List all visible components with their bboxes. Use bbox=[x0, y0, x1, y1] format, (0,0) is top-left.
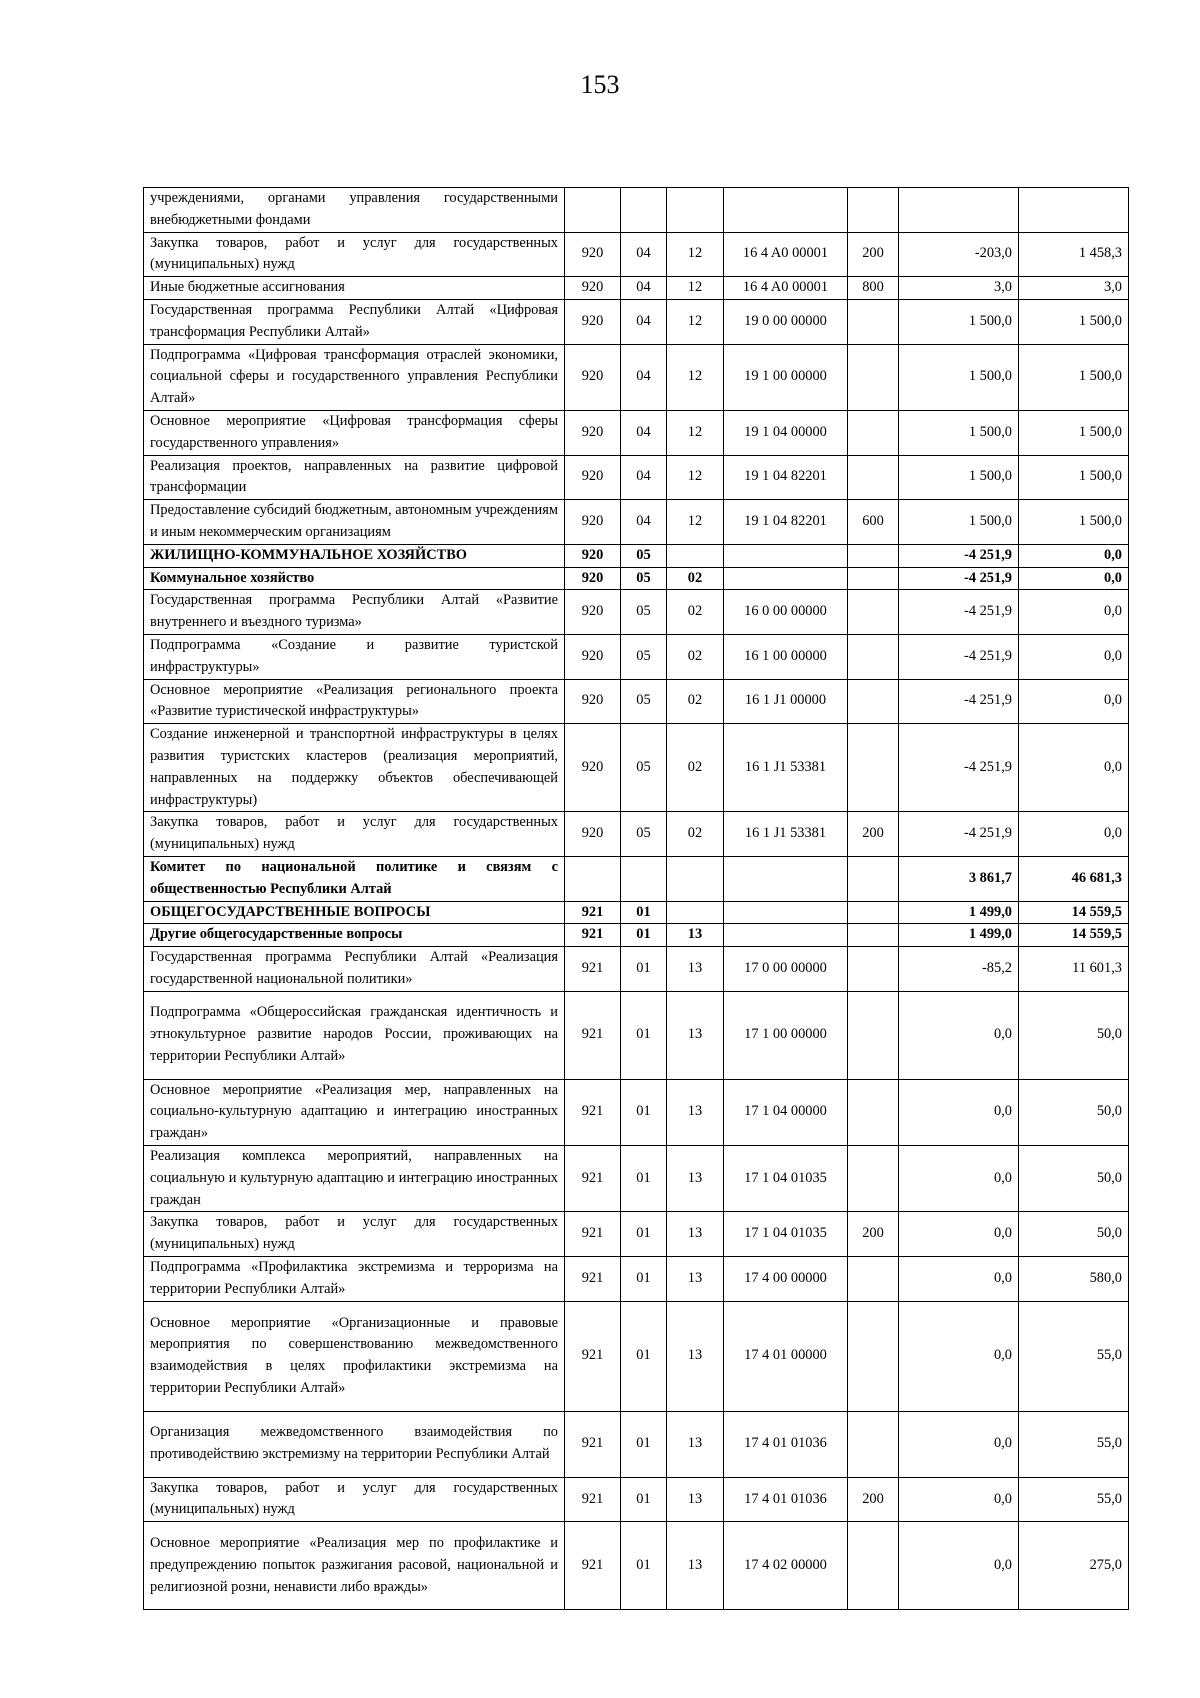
row-name-cell: Комитет по национальной политике и связям с общественностью Республики Алтай bbox=[144, 856, 565, 901]
table-row bbox=[144, 1301, 1129, 1411]
row-section-code-cell: 01 bbox=[621, 1146, 667, 1212]
row-ministry-code-cell: 920 bbox=[565, 724, 621, 812]
row-amount-total-cell: 50,0 bbox=[1019, 1079, 1129, 1145]
row-target-article-cell: 17 4 01 01036 bbox=[724, 1477, 848, 1522]
row-subsection-code-cell bbox=[667, 856, 724, 901]
table-row bbox=[144, 299, 1129, 344]
row-amount-total-cell: 50,0 bbox=[1019, 991, 1129, 1079]
row-subsection-code-cell: 12 bbox=[667, 232, 724, 277]
row-target-article-cell bbox=[724, 544, 848, 567]
table-row bbox=[144, 679, 1129, 724]
row-amount-change-cell: 0,0 bbox=[899, 991, 1019, 1079]
row-section-code-cell: 05 bbox=[621, 590, 667, 635]
row-ministry-code-cell: 920 bbox=[565, 232, 621, 277]
row-name-cell: Закупка товаров, работ и услуг для государственных (муниципальных) нужд bbox=[144, 232, 565, 277]
row-subsection-code-cell: 12 bbox=[667, 299, 724, 344]
budget-table bbox=[143, 187, 1129, 1610]
row-target-article-cell bbox=[724, 901, 848, 924]
row-expense-type-cell: 200 bbox=[848, 1212, 899, 1257]
row-section-code-cell: 05 bbox=[621, 544, 667, 567]
row-subsection-code-cell: 13 bbox=[667, 1477, 724, 1522]
table-row bbox=[144, 856, 1129, 901]
row-section-code-cell: 05 bbox=[621, 567, 667, 590]
row-target-article-cell: 17 1 04 01035 bbox=[724, 1212, 848, 1257]
row-subsection-code-cell: 12 bbox=[667, 344, 724, 410]
row-amount-total-cell: 275,0 bbox=[1019, 1522, 1129, 1610]
row-section-code-cell: 05 bbox=[621, 812, 667, 857]
row-amount-total-cell: 55,0 bbox=[1019, 1411, 1129, 1477]
row-amount-total-cell: 1 500,0 bbox=[1019, 344, 1129, 410]
row-name-cell: учреждениями, органами управления государственными внебюджетными фондами bbox=[144, 188, 565, 233]
row-ministry-code-cell: 920 bbox=[565, 544, 621, 567]
row-name-cell: Подпрограмма «Профилактика экстремизма и терроризма на территории Республики Алтай» bbox=[144, 1257, 565, 1302]
row-ministry-code-cell: 920 bbox=[565, 634, 621, 679]
row-target-article-cell: 17 1 00 00000 bbox=[724, 991, 848, 1079]
row-ministry-code-cell: 921 bbox=[565, 901, 621, 924]
row-expense-type-cell bbox=[848, 991, 899, 1079]
row-section-code-cell: 01 bbox=[621, 947, 667, 992]
row-name-cell: Закупка товаров, работ и услуг для государственных (муниципальных) нужд bbox=[144, 1212, 565, 1257]
row-target-article-cell: 16 0 00 00000 bbox=[724, 590, 848, 635]
row-ministry-code-cell: 920 bbox=[565, 567, 621, 590]
row-subsection-code-cell: 02 bbox=[667, 724, 724, 812]
row-amount-total-cell bbox=[1019, 188, 1129, 233]
row-target-article-cell: 19 1 00 00000 bbox=[724, 344, 848, 410]
row-target-article-cell: 16 1 J1 53381 bbox=[724, 724, 848, 812]
row-amount-total-cell: 1 458,3 bbox=[1019, 232, 1129, 277]
table-row bbox=[144, 188, 1129, 233]
row-subsection-code-cell: 13 bbox=[667, 924, 724, 947]
row-ministry-code-cell: 920 bbox=[565, 277, 621, 300]
row-expense-type-cell bbox=[848, 188, 899, 233]
table-row bbox=[144, 1212, 1129, 1257]
row-section-code-cell: 01 bbox=[621, 924, 667, 947]
table-row bbox=[144, 455, 1129, 500]
row-subsection-code-cell bbox=[667, 901, 724, 924]
row-amount-change-cell: -4 251,9 bbox=[899, 544, 1019, 567]
row-target-article-cell: 19 1 04 00000 bbox=[724, 410, 848, 455]
row-amount-total-cell: 0,0 bbox=[1019, 634, 1129, 679]
row-name-cell: Создание инженерной и транспортной инфраструктуры в целях развития туристских кластеров (реализация мероприятий, направленных на поддержку объектов обеспечивающей инфраструктуры) bbox=[144, 724, 565, 812]
row-target-article-cell: 17 1 04 00000 bbox=[724, 1079, 848, 1145]
row-amount-total-cell: 0,0 bbox=[1019, 679, 1129, 724]
row-section-code-cell: 01 bbox=[621, 1257, 667, 1302]
row-target-article-cell: 16 1 J1 00000 bbox=[724, 679, 848, 724]
row-subsection-code-cell: 12 bbox=[667, 277, 724, 300]
row-name-cell: Подпрограмма «Создание и развитие туристской инфраструктуры» bbox=[144, 634, 565, 679]
row-amount-total-cell: 0,0 bbox=[1019, 544, 1129, 567]
row-amount-change-cell: -4 251,9 bbox=[899, 812, 1019, 857]
row-amount-total-cell: 50,0 bbox=[1019, 1212, 1129, 1257]
budget-table-body bbox=[144, 188, 1129, 1610]
row-section-code-cell: 01 bbox=[621, 1301, 667, 1411]
row-amount-total-cell: 3,0 bbox=[1019, 277, 1129, 300]
row-expense-type-cell bbox=[848, 590, 899, 635]
row-amount-change-cell: -85,2 bbox=[899, 947, 1019, 992]
row-amount-total-cell: 1 500,0 bbox=[1019, 299, 1129, 344]
row-section-code-cell: 04 bbox=[621, 344, 667, 410]
row-expense-type-cell bbox=[848, 924, 899, 947]
row-amount-change-cell: 0,0 bbox=[899, 1301, 1019, 1411]
row-section-code-cell: 05 bbox=[621, 634, 667, 679]
row-name-cell: Государственная программа Республики Алтай «Развитие внутреннего и въездного туризма» bbox=[144, 590, 565, 635]
row-ministry-code-cell: 921 bbox=[565, 1146, 621, 1212]
row-target-article-cell: 16 4 A0 00001 bbox=[724, 232, 848, 277]
row-name-cell: Другие общегосударственные вопросы bbox=[144, 924, 565, 947]
row-expense-type-cell bbox=[848, 947, 899, 992]
table-row bbox=[144, 1522, 1129, 1610]
row-target-article-cell bbox=[724, 856, 848, 901]
row-section-code-cell: 04 bbox=[621, 455, 667, 500]
row-amount-change-cell: 0,0 bbox=[899, 1522, 1019, 1610]
row-amount-change-cell: 0,0 bbox=[899, 1212, 1019, 1257]
row-name-cell: Основное мероприятие «Реализация регионального проекта «Развитие туристической инфраструктуры» bbox=[144, 679, 565, 724]
row-expense-type-cell bbox=[848, 679, 899, 724]
row-target-article-cell: 17 4 01 00000 bbox=[724, 1301, 848, 1411]
row-expense-type-cell: 200 bbox=[848, 232, 899, 277]
row-expense-type-cell bbox=[848, 344, 899, 410]
row-amount-total-cell: 1 500,0 bbox=[1019, 455, 1129, 500]
row-target-article-cell: 17 4 02 00000 bbox=[724, 1522, 848, 1610]
row-name-cell: Государственная программа Республики Алтай «Реализация государственной национальной политики» bbox=[144, 947, 565, 992]
row-amount-change-cell: 1 500,0 bbox=[899, 455, 1019, 500]
row-amount-total-cell: 0,0 bbox=[1019, 590, 1129, 635]
table-row bbox=[144, 1257, 1129, 1302]
row-ministry-code-cell bbox=[565, 856, 621, 901]
table-row bbox=[144, 947, 1129, 992]
row-section-code-cell: 05 bbox=[621, 724, 667, 812]
row-name-cell: Закупка товаров, работ и услуг для государственных (муниципальных) нужд bbox=[144, 812, 565, 857]
row-target-article-cell bbox=[724, 188, 848, 233]
row-name-cell: ЖИЛИЩНО-КОММУНАЛЬНОЕ ХОЗЯЙСТВО bbox=[144, 544, 565, 567]
row-name-cell: Закупка товаров, работ и услуг для государственных (муниципальных) нужд bbox=[144, 1477, 565, 1522]
row-name-cell: Реализация проектов, направленных на развитие цифровой трансформации bbox=[144, 455, 565, 500]
row-subsection-code-cell: 13 bbox=[667, 1411, 724, 1477]
table-row bbox=[144, 1477, 1129, 1522]
row-ministry-code-cell: 920 bbox=[565, 812, 621, 857]
row-target-article-cell: 16 1 00 00000 bbox=[724, 634, 848, 679]
row-expense-type-cell bbox=[848, 1257, 899, 1302]
row-name-cell: Иные бюджетные ассигнования bbox=[144, 277, 565, 300]
table-row bbox=[144, 590, 1129, 635]
row-subsection-code-cell bbox=[667, 188, 724, 233]
row-target-article-cell: 19 0 00 00000 bbox=[724, 299, 848, 344]
row-name-cell: Подпрограмма «Цифровая трансформация отраслей экономики, социальной сферы и государственного управления Республики Алтай» bbox=[144, 344, 565, 410]
table-row bbox=[144, 1146, 1129, 1212]
row-ministry-code-cell: 921 bbox=[565, 1257, 621, 1302]
row-amount-change-cell: 0,0 bbox=[899, 1477, 1019, 1522]
row-expense-type-cell bbox=[848, 634, 899, 679]
table-row bbox=[144, 901, 1129, 924]
row-target-article-cell: 17 4 01 01036 bbox=[724, 1411, 848, 1477]
row-amount-change-cell: -4 251,9 bbox=[899, 724, 1019, 812]
table-row bbox=[144, 1079, 1129, 1145]
table-row bbox=[144, 634, 1129, 679]
row-amount-change-cell: 3 861,7 bbox=[899, 856, 1019, 901]
row-expense-type-cell bbox=[848, 1146, 899, 1212]
row-section-code-cell: 01 bbox=[621, 991, 667, 1079]
row-expense-type-cell bbox=[848, 1301, 899, 1411]
row-amount-change-cell: 1 499,0 bbox=[899, 901, 1019, 924]
row-amount-total-cell: 55,0 bbox=[1019, 1477, 1129, 1522]
row-section-code-cell: 01 bbox=[621, 1411, 667, 1477]
row-ministry-code-cell: 920 bbox=[565, 410, 621, 455]
row-expense-type-cell: 600 bbox=[848, 500, 899, 545]
row-subsection-code-cell: 13 bbox=[667, 1257, 724, 1302]
row-section-code-cell: 01 bbox=[621, 1079, 667, 1145]
row-ministry-code-cell: 921 bbox=[565, 1079, 621, 1145]
row-target-article-cell: 19 1 04 82201 bbox=[724, 455, 848, 500]
table-row bbox=[144, 500, 1129, 545]
row-expense-type-cell bbox=[848, 455, 899, 500]
row-subsection-code-cell: 02 bbox=[667, 812, 724, 857]
row-name-cell: Реализация комплекса мероприятий, направленных на социальную и культурную адаптацию и интеграцию иностранных граждан bbox=[144, 1146, 565, 1212]
page-number: 153 bbox=[580, 70, 620, 99]
row-name-cell: Основное мероприятие «Организационные и правовые мероприятия по совершенствованию межведомственного взаимодействия в целях профилактики экстремизма на территории Республики Алтай» bbox=[144, 1301, 565, 1411]
row-section-code-cell: 04 bbox=[621, 410, 667, 455]
row-subsection-code-cell: 13 bbox=[667, 1522, 724, 1610]
row-subsection-code-cell: 13 bbox=[667, 1301, 724, 1411]
row-ministry-code-cell: 921 bbox=[565, 947, 621, 992]
row-subsection-code-cell: 02 bbox=[667, 679, 724, 724]
row-amount-total-cell: 1 500,0 bbox=[1019, 410, 1129, 455]
row-amount-change-cell: 1 500,0 bbox=[899, 299, 1019, 344]
row-subsection-code-cell: 13 bbox=[667, 1079, 724, 1145]
row-amount-total-cell: 0,0 bbox=[1019, 567, 1129, 590]
row-ministry-code-cell: 921 bbox=[565, 1411, 621, 1477]
row-section-code-cell: 04 bbox=[621, 277, 667, 300]
row-amount-change-cell: -4 251,9 bbox=[899, 679, 1019, 724]
row-expense-type-cell bbox=[848, 901, 899, 924]
row-amount-change-cell: 3,0 bbox=[899, 277, 1019, 300]
row-section-code-cell bbox=[621, 188, 667, 233]
row-target-article-cell: 17 4 00 00000 bbox=[724, 1257, 848, 1302]
row-amount-change-cell: 0,0 bbox=[899, 1079, 1019, 1145]
row-target-article-cell: 17 1 04 01035 bbox=[724, 1146, 848, 1212]
row-name-cell: Государственная программа Республики Алтай «Цифровая трансформация Республики Алтай» bbox=[144, 299, 565, 344]
row-target-article-cell bbox=[724, 567, 848, 590]
table-row bbox=[144, 924, 1129, 947]
row-amount-total-cell: 55,0 bbox=[1019, 1301, 1129, 1411]
row-subsection-code-cell: 13 bbox=[667, 991, 724, 1079]
row-section-code-cell: 05 bbox=[621, 679, 667, 724]
row-target-article-cell: 19 1 04 82201 bbox=[724, 500, 848, 545]
row-ministry-code-cell bbox=[565, 188, 621, 233]
row-amount-change-cell: 1 500,0 bbox=[899, 500, 1019, 545]
row-ministry-code-cell: 921 bbox=[565, 1212, 621, 1257]
row-target-article-cell: 16 1 J1 53381 bbox=[724, 812, 848, 857]
row-subsection-code-cell: 12 bbox=[667, 410, 724, 455]
row-ministry-code-cell: 920 bbox=[565, 299, 621, 344]
row-name-cell: Коммунальное хозяйство bbox=[144, 567, 565, 590]
row-ministry-code-cell: 921 bbox=[565, 1522, 621, 1610]
row-amount-total-cell: 0,0 bbox=[1019, 812, 1129, 857]
row-name-cell: ОБЩЕГОСУДАРСТВЕННЫЕ ВОПРОСЫ bbox=[144, 901, 565, 924]
table-row bbox=[144, 812, 1129, 857]
row-name-cell: Основное мероприятие «Реализация мер по профилактике и предупреждению попыток разжигания расовой, национальной и религиозной розни, ненависти либо вражды» bbox=[144, 1522, 565, 1610]
row-subsection-code-cell: 02 bbox=[667, 634, 724, 679]
row-subsection-code-cell: 13 bbox=[667, 947, 724, 992]
row-amount-change-cell: -203,0 bbox=[899, 232, 1019, 277]
row-expense-type-cell bbox=[848, 1079, 899, 1145]
row-section-code-cell: 04 bbox=[621, 232, 667, 277]
row-ministry-code-cell: 921 bbox=[565, 924, 621, 947]
row-amount-change-cell: -4 251,9 bbox=[899, 567, 1019, 590]
row-amount-total-cell: 50,0 bbox=[1019, 1146, 1129, 1212]
row-amount-change-cell bbox=[899, 188, 1019, 233]
table-row bbox=[144, 232, 1129, 277]
row-amount-total-cell: 0,0 bbox=[1019, 724, 1129, 812]
row-amount-change-cell: 1 500,0 bbox=[899, 344, 1019, 410]
row-subsection-code-cell: 12 bbox=[667, 500, 724, 545]
row-amount-total-cell: 14 559,5 bbox=[1019, 901, 1129, 924]
row-section-code-cell: 04 bbox=[621, 299, 667, 344]
row-ministry-code-cell: 920 bbox=[565, 455, 621, 500]
row-name-cell: Организация межведомственного взаимодействия по противодействию экстремизму на территории Республики Алтай bbox=[144, 1411, 565, 1477]
row-name-cell: Предоставление субсидий бюджетным, автономным учреждениям и иным некоммерческим организациям bbox=[144, 500, 565, 545]
table-row bbox=[144, 544, 1129, 567]
row-section-code-cell: 01 bbox=[621, 1522, 667, 1610]
row-amount-total-cell: 580,0 bbox=[1019, 1257, 1129, 1302]
table-row bbox=[144, 724, 1129, 812]
row-expense-type-cell bbox=[848, 567, 899, 590]
row-name-cell: Основное мероприятие «Цифровая трансформация сферы государственного управления» bbox=[144, 410, 565, 455]
row-name-cell: Основное мероприятие «Реализация мер, направленных на социально-культурную адаптацию и интеграцию иностранных граждан» bbox=[144, 1079, 565, 1145]
row-subsection-code-cell: 13 bbox=[667, 1146, 724, 1212]
row-amount-change-cell: 0,0 bbox=[899, 1146, 1019, 1212]
row-amount-total-cell: 46 681,3 bbox=[1019, 856, 1129, 901]
row-ministry-code-cell: 921 bbox=[565, 1301, 621, 1411]
row-subsection-code-cell: 13 bbox=[667, 1212, 724, 1257]
row-section-code-cell: 01 bbox=[621, 1477, 667, 1522]
row-expense-type-cell bbox=[848, 856, 899, 901]
row-amount-total-cell: 1 500,0 bbox=[1019, 500, 1129, 545]
row-ministry-code-cell: 920 bbox=[565, 500, 621, 545]
row-ministry-code-cell: 920 bbox=[565, 344, 621, 410]
table-row bbox=[144, 410, 1129, 455]
row-ministry-code-cell: 920 bbox=[565, 679, 621, 724]
row-ministry-code-cell: 921 bbox=[565, 1477, 621, 1522]
row-amount-total-cell: 14 559,5 bbox=[1019, 924, 1129, 947]
row-name-cell: Подпрограмма «Общероссийская гражданская идентичность и этнокультурное развитие народов России, проживающих на территории Республики Алтай» bbox=[144, 991, 565, 1079]
row-target-article-cell: 17 0 00 00000 bbox=[724, 947, 848, 992]
table-row bbox=[144, 991, 1129, 1079]
row-expense-type-cell: 200 bbox=[848, 812, 899, 857]
row-amount-change-cell: -4 251,9 bbox=[899, 634, 1019, 679]
row-ministry-code-cell: 920 bbox=[565, 590, 621, 635]
row-target-article-cell bbox=[724, 924, 848, 947]
row-amount-change-cell: 1 499,0 bbox=[899, 924, 1019, 947]
row-target-article-cell: 16 4 A0 00001 bbox=[724, 277, 848, 300]
row-expense-type-cell bbox=[848, 724, 899, 812]
row-section-code-cell bbox=[621, 856, 667, 901]
table-row bbox=[144, 1411, 1129, 1477]
row-expense-type-cell: 800 bbox=[848, 277, 899, 300]
row-amount-change-cell: 1 500,0 bbox=[899, 410, 1019, 455]
row-subsection-code-cell: 02 bbox=[667, 590, 724, 635]
row-amount-change-cell: 0,0 bbox=[899, 1411, 1019, 1477]
row-expense-type-cell bbox=[848, 299, 899, 344]
row-section-code-cell: 01 bbox=[621, 901, 667, 924]
table-row bbox=[144, 344, 1129, 410]
row-amount-change-cell: -4 251,9 bbox=[899, 590, 1019, 635]
row-expense-type-cell bbox=[848, 1522, 899, 1610]
row-expense-type-cell bbox=[848, 410, 899, 455]
row-ministry-code-cell: 921 bbox=[565, 991, 621, 1079]
row-amount-change-cell: 0,0 bbox=[899, 1257, 1019, 1302]
row-subsection-code-cell: 12 bbox=[667, 455, 724, 500]
row-subsection-code-cell: 02 bbox=[667, 567, 724, 590]
row-expense-type-cell: 200 bbox=[848, 1477, 899, 1522]
row-expense-type-cell bbox=[848, 544, 899, 567]
row-expense-type-cell bbox=[848, 1411, 899, 1477]
row-section-code-cell: 01 bbox=[621, 1212, 667, 1257]
row-amount-total-cell: 11 601,3 bbox=[1019, 947, 1129, 992]
table-row bbox=[144, 567, 1129, 590]
row-section-code-cell: 04 bbox=[621, 500, 667, 545]
row-subsection-code-cell bbox=[667, 544, 724, 567]
table-row bbox=[144, 277, 1129, 300]
